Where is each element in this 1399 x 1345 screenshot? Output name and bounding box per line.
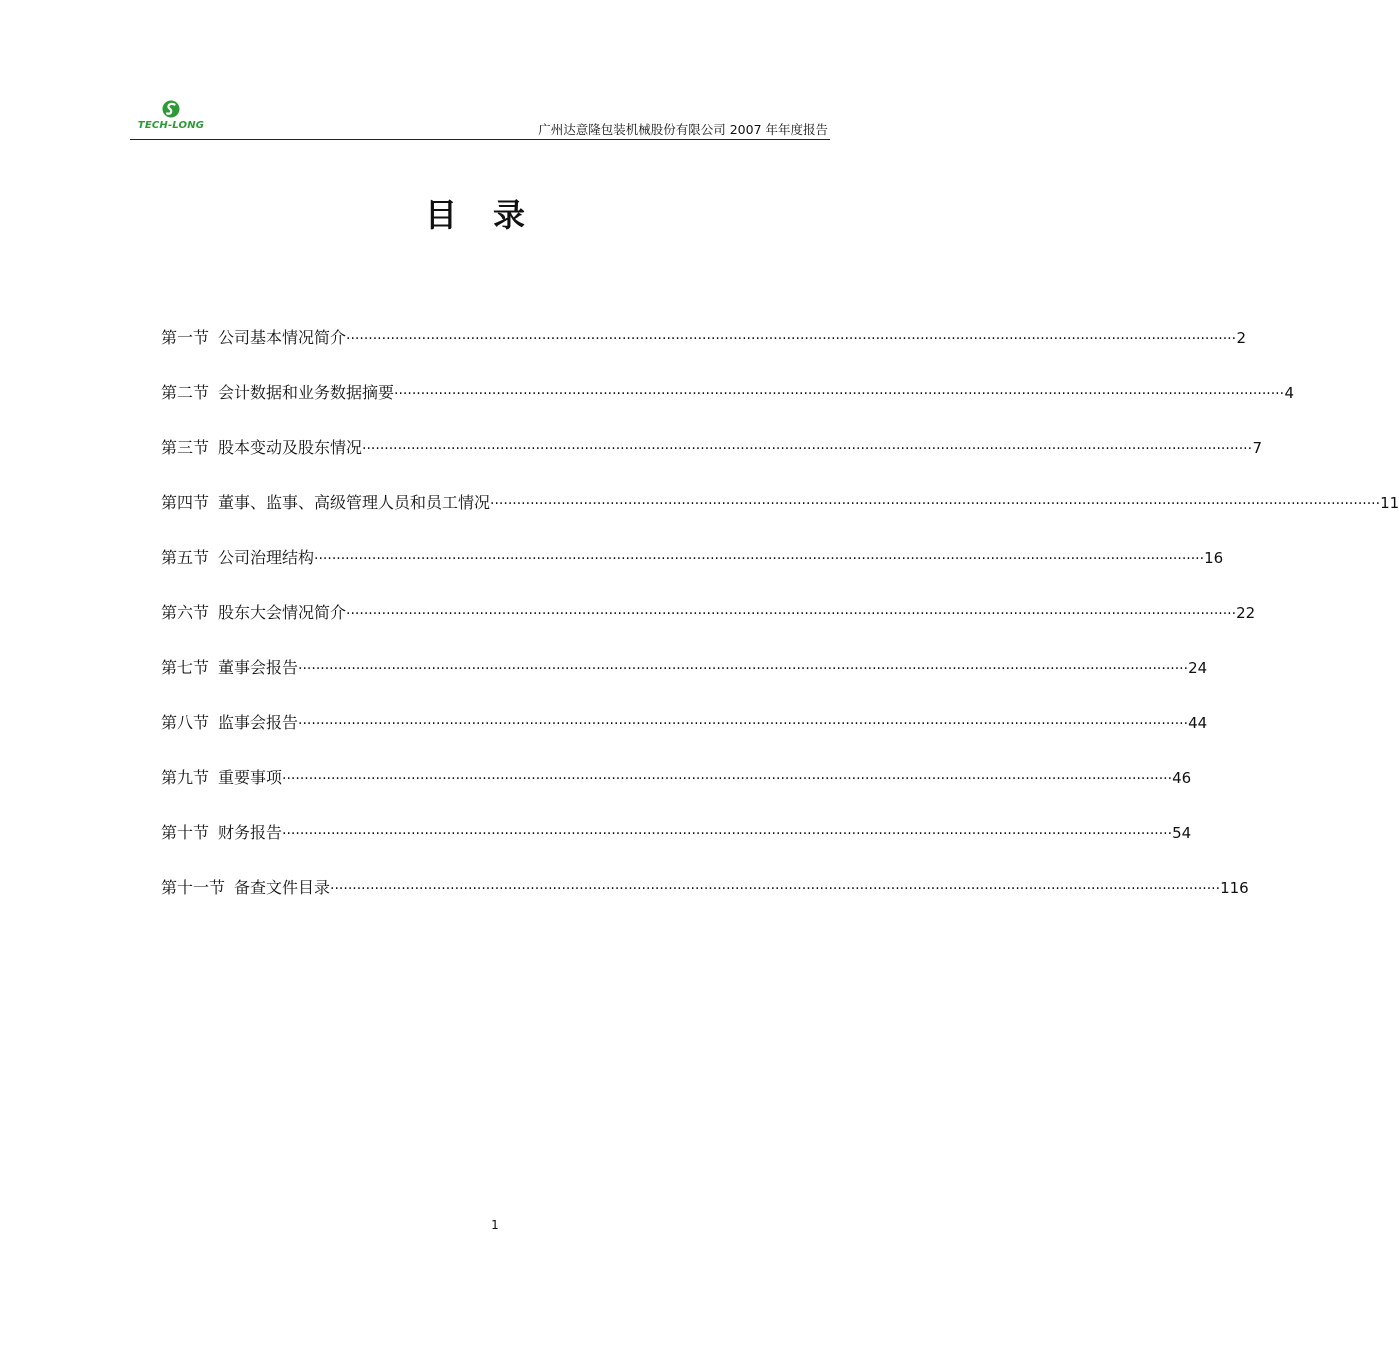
toc-entry[interactable] bbox=[161, 490, 1399, 545]
toc-section-number: 第十一节 bbox=[161, 878, 226, 897]
toc-section-title: 监事会报告 bbox=[218, 713, 299, 732]
toc-section-title: 公司治理结构 bbox=[218, 548, 315, 567]
toc-section-number: 第四节 bbox=[161, 493, 210, 512]
toc-page-number: 44 bbox=[1188, 714, 1208, 732]
toc-page-number: 22 bbox=[1236, 604, 1256, 622]
toc-entry[interactable] bbox=[161, 545, 1224, 600]
toc-dot-leader: ········································································································································································································ bbox=[394, 386, 1285, 402]
toc-section-number: 第六节 bbox=[161, 603, 210, 622]
toc-dot-leader: ········································································································································································································ bbox=[330, 881, 1221, 897]
toc-page-number: 54 bbox=[1172, 824, 1192, 842]
toc-dot-leader: ········································································································································································································ bbox=[362, 441, 1253, 457]
toc-dot-leader: ········································································································································································································ bbox=[298, 716, 1189, 732]
logo-text: TECH-LONG bbox=[137, 120, 205, 131]
toc-section-number: 第八节 bbox=[161, 713, 210, 732]
toc-section-title: 财务报告 bbox=[218, 823, 283, 842]
toc-dot-leader: ········································································································································································································ bbox=[490, 496, 1381, 512]
toc-page-number: 4 bbox=[1284, 384, 1295, 402]
page-header bbox=[130, 98, 830, 140]
toc-section-title: 重要事项 bbox=[218, 768, 283, 787]
toc-dot-leader: ········································································································································································································ bbox=[282, 771, 1173, 787]
toc-page-number: 24 bbox=[1188, 659, 1208, 677]
toc-section-title: 董事会报告 bbox=[218, 658, 299, 677]
toc-entry[interactable] bbox=[161, 435, 1263, 490]
toc-section-title: 备查文件目录 bbox=[234, 878, 331, 897]
toc-section-title: 会计数据和业务数据摘要 bbox=[218, 383, 395, 402]
report-title: 广州达意隆包装机械股份有限公司 2007 年年度报告 bbox=[538, 122, 828, 137]
toc-page-number: 7 bbox=[1252, 439, 1263, 457]
toc-page-number: 16 bbox=[1204, 549, 1224, 567]
page-title: 目录 bbox=[424, 196, 561, 234]
tech-long-logo bbox=[134, 98, 204, 134]
toc-section-title: 股东大会情况简介 bbox=[218, 603, 347, 622]
toc-entry[interactable] bbox=[161, 710, 1208, 765]
toc-page-number: 2 bbox=[1236, 329, 1247, 347]
toc-entry[interactable] bbox=[161, 380, 1295, 435]
toc-section-title: 股本变动及股东情况 bbox=[218, 438, 363, 457]
table-of-contents bbox=[161, 325, 1399, 930]
toc-dot-leader: ········································································································································································································ bbox=[346, 331, 1237, 347]
toc-section-number: 第九节 bbox=[161, 768, 210, 787]
toc-entry[interactable] bbox=[161, 765, 1192, 820]
toc-dot-leader: ········································································································································································································ bbox=[314, 551, 1205, 567]
toc-entry[interactable] bbox=[161, 325, 1247, 380]
toc-section-number: 第七节 bbox=[161, 658, 210, 677]
toc-section-number: 第十节 bbox=[161, 823, 210, 842]
toc-section-title: 公司基本情况简介 bbox=[218, 328, 347, 347]
toc-entry[interactable] bbox=[161, 820, 1192, 875]
toc-section-title: 董事、监事、高级管理人员和员工情况 bbox=[218, 493, 491, 512]
toc-section-number: 第二节 bbox=[161, 383, 210, 402]
toc-page-number: 11 bbox=[1380, 494, 1399, 512]
toc-entry[interactable] bbox=[161, 600, 1256, 655]
toc-page-number: 46 bbox=[1172, 769, 1192, 787]
page-number: 1 bbox=[491, 1218, 499, 1232]
toc-section-number: 第一节 bbox=[161, 328, 210, 347]
logo-emblem-icon bbox=[134, 98, 208, 122]
toc-section-number: 第三节 bbox=[161, 438, 210, 457]
toc-entry[interactable] bbox=[161, 655, 1208, 710]
toc-section-number: 第五节 bbox=[161, 548, 210, 567]
toc-page-number: 116 bbox=[1220, 879, 1249, 897]
toc-dot-leader: ········································································································································································································ bbox=[346, 606, 1237, 622]
toc-dot-leader: ········································································································································································································ bbox=[298, 661, 1189, 677]
toc-dot-leader: ········································································································································································································ bbox=[282, 826, 1173, 842]
toc-entry[interactable] bbox=[161, 875, 1249, 930]
